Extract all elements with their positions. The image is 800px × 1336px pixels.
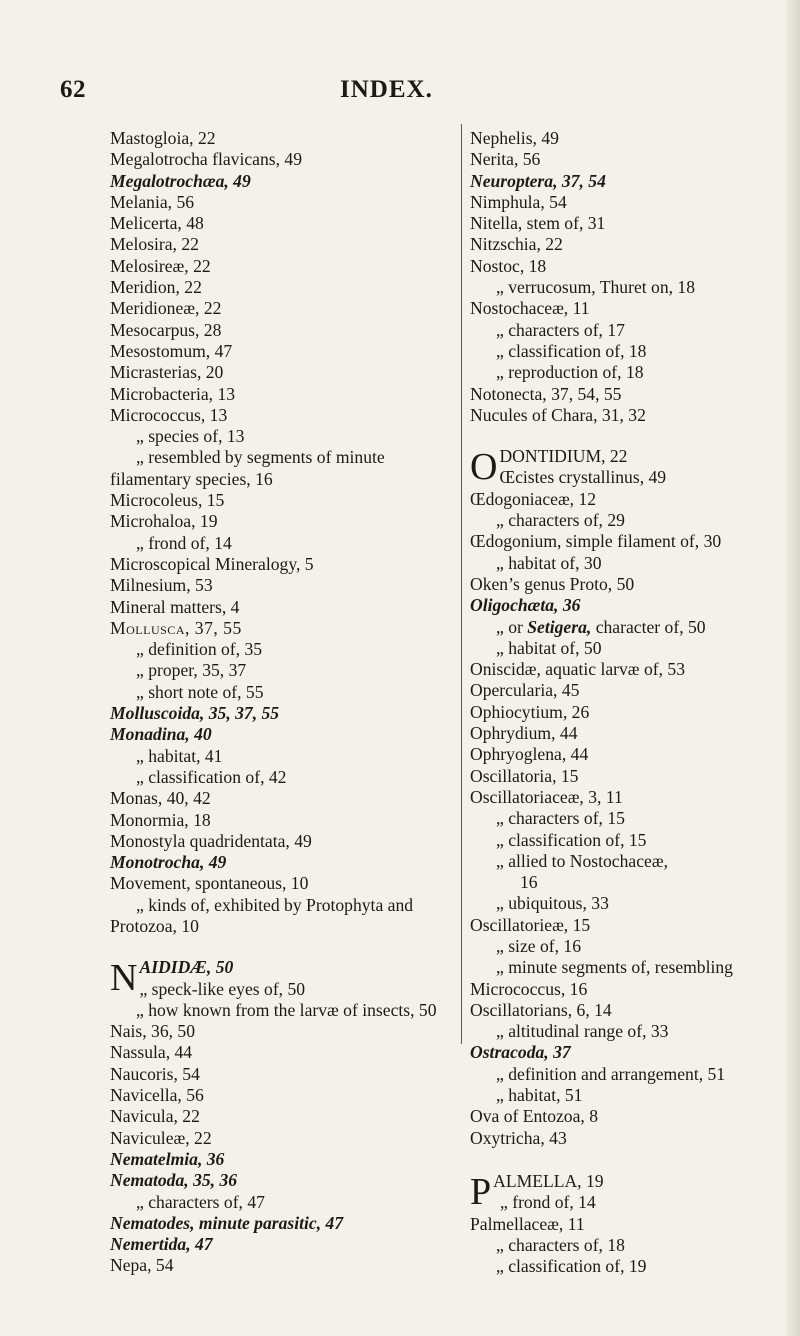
index-entry: Mesocarpus, 28 [110,319,222,340]
index-entry: Monotrocha, 49 [110,852,227,873]
section-o [470,446,800,489]
index-subentry: „ classification of, 15 [496,829,647,850]
index-entry: Oscillatoria, 15 [470,765,579,786]
section-gap [470,1149,800,1171]
drop-cap-p: P [470,1170,492,1213]
index-entry: Nostoc, 18 [470,255,547,276]
index-entry: Nucules of Chara, 31, 32 [470,404,646,425]
index-entry: Micrococcus, 13 [110,404,228,425]
index-entry: Oscillatorians, 6, 14 [470,999,612,1020]
index-subentry: „ kinds of, exhibited by Protophyta and Protozoa, 10 [110,894,414,936]
index-entry: Nerita, 56 [470,149,541,170]
index-subentry-cont: 16 [520,872,538,893]
index-subentry: „ habitat of, 30 [496,552,602,573]
index-entry: Nitella, stem of, 31 [470,213,606,234]
index-entry: Microhaloa, 19 [110,511,218,532]
index-subentry: „ characters of, 47 [136,1191,265,1212]
index-entry: Mollusca, 37, 55 [110,617,242,638]
index-entry: Œdogoniaceæ, 12 [470,488,597,509]
index-subentry: „ allied to Nostochaceæ, [496,850,668,871]
index-entry: Microcoleus, 15 [110,490,225,511]
index-entry: Megalotrocha flavicans, 49 [110,149,302,170]
left-column [110,128,458,1277]
index-entry: Micrasterias, 20 [110,362,224,383]
index-subentry: „ frond of, 14 [136,532,232,553]
index-entry: Monadina, 40 [110,724,212,745]
index-entry: Mesostomum, 47 [110,340,233,361]
index-subentry: „ characters of, 15 [496,808,625,829]
index-entry: Nais, 36, 50 [110,1021,196,1042]
index-entry: Microbacteria, 13 [110,383,236,404]
index-entry: Nemertida, 47 [110,1234,213,1255]
index-entry: Ova of Entozoa, 8 [470,1106,599,1127]
index-entry: Movement, spontaneous, 10 [110,873,309,894]
page-number: 62 [60,76,86,103]
index-entry: Nitzschia, 22 [470,234,563,255]
index-entry: Meridioneæ, 22 [110,298,222,319]
index-entry: Melosira, 22 [110,234,199,255]
index-subentry: „ frond of, 14 [500,1192,596,1213]
index-entry: Opercularia, 45 [470,680,580,701]
index-entry: Nephelis, 49 [470,128,559,148]
index-subentry: „ habitat, 41 [136,745,223,766]
index-entry: Œcistes crystallinus, 49 [499,467,667,488]
index-entry: Monostyla quadridentata, 49 [110,830,312,851]
index-subentry: „ short note of, 55 [136,681,264,702]
index-entry: Oscillatorieæ, 15 [470,914,591,935]
index-entry: Navicella, 56 [110,1085,204,1106]
section-heading-text: AIDIDÆ, 50 [139,957,234,978]
index-entry: Oniscidæ, aquatic larvæ of, 53 [470,659,685,680]
index-subentry: „ species of, 13 [136,426,245,447]
subentry-part: character of, 50 [591,616,706,637]
index-entry: Nepa, 54 [110,1255,174,1276]
index-subentry: „ definition and arrangement, 51 [496,1063,726,1084]
index-subentry: „ definition of, 35 [136,639,263,660]
index-entry: Neuroptera, 37, 54 [470,170,606,191]
index-entry: Ophiocytium, 26 [470,701,590,722]
index-entry: Mastogloia, 22 [110,128,216,148]
index-subentry: „ classification of, 19 [496,1256,647,1277]
index-entry: Meridion, 22 [110,277,202,298]
index-entry: Œdogonium, simple filament of, 30 [470,531,722,552]
index-entry: Oxytricha, 43 [470,1127,567,1148]
index-entry: Milnesium, 53 [110,575,213,596]
running-head: INDEX. [340,76,433,103]
index-subentry: „ minute segments of, resembling Micrococcus, 16 [470,957,733,999]
index-entry: Nostochaceæ, 11 [470,298,590,319]
index-subentry: „ proper, 35, 37 [136,660,247,681]
subentry-part-italic: Setigera, [527,616,592,637]
section-gap [470,426,800,446]
index-entry: Ophryoglena, 44 [470,744,589,765]
index-entry: Megalotrochæa, 49 [110,170,251,191]
index-subentry: „ size of, 16 [496,935,582,956]
index-entry: Ophrydium, 44 [470,723,578,744]
section-heading-text: ALMELLA, 19 [493,1170,604,1191]
index-subentry: „ characters of, 18 [496,1234,625,1255]
index-subentry: „ altitudinal range of, 33 [496,1021,669,1042]
index-subentry: „ habitat of, 50 [496,637,602,658]
index-subentry: „ classification of, 42 [136,766,287,787]
index-subentry: „ ubiquitous, 33 [496,893,609,914]
index-subentry: „ reproduction of, 18 [496,362,644,383]
index-entry: Melosireæ, 22 [110,255,211,276]
index-entry: Notonecta, 37, 54, 55 [470,383,622,404]
section-n [110,957,458,1021]
index-entry: Oken’s genus Proto, 50 [470,573,635,594]
index-subentry: „ characters of, 29 [496,510,625,531]
index-subentry: „ verrucosum, Thuret on, 18 [496,277,696,298]
index-entry: Molluscoida, 35, 37, 55 [110,703,280,724]
index-subentry: „ resembled by segments of minute filamentary species, 16 [110,447,385,489]
right-column [470,128,800,1277]
index-entry: Monas, 40, 42 [110,788,211,809]
section-heading-text: DONTIDIUM, 22 [499,446,628,467]
subentry-part: „ or [496,616,528,637]
index-subentry: „ speck-like eyes of, 50 [139,978,306,999]
index-entry: Monormia, 18 [110,809,211,830]
drop-cap-n: N [110,957,138,1000]
index-entry: Nassula, 44 [110,1042,193,1063]
page-edge-shadow [786,0,800,1336]
index-entry: Naviculeæ, 22 [110,1127,212,1148]
index-subentry: „ classification of, 18 [496,340,647,361]
index-subentry [470,617,800,638]
index-entry: Oscillatoriaceæ, 3, 11 [470,786,623,807]
index-entry: Oligochæta, 36 [470,595,581,616]
index-entry: Navicula, 22 [110,1106,200,1127]
drop-cap-o: O [470,446,498,489]
index-entry: Ostracoda, 37 [470,1042,571,1063]
index-entry: Naucoris, 54 [110,1063,200,1084]
index-entry: Nematoda, 35, 36 [110,1170,238,1191]
index-subentry: „ characters of, 17 [496,319,625,340]
index-entry: Palmellaceæ, 11 [470,1213,585,1234]
index-entry: Melicerta, 48 [110,213,204,234]
index-subentry: „ habitat, 51 [496,1085,583,1106]
index-entry: Nimphula, 54 [470,191,567,212]
section-gap [110,937,458,957]
index-entry: Nematelmia, 36 [110,1148,225,1169]
index-entry: Nematodes, minute parasitic, 47 [110,1212,344,1233]
index-entry: Microscopical Mineralogy, 5 [110,553,314,574]
section-p [470,1171,800,1214]
index-entry: Melania, 56 [110,191,195,212]
index-subentry: „ how known from the larvæ of insects, 50 [136,999,437,1020]
column-divider [461,124,462,1044]
index-entry: Mineral matters, 4 [110,596,240,617]
